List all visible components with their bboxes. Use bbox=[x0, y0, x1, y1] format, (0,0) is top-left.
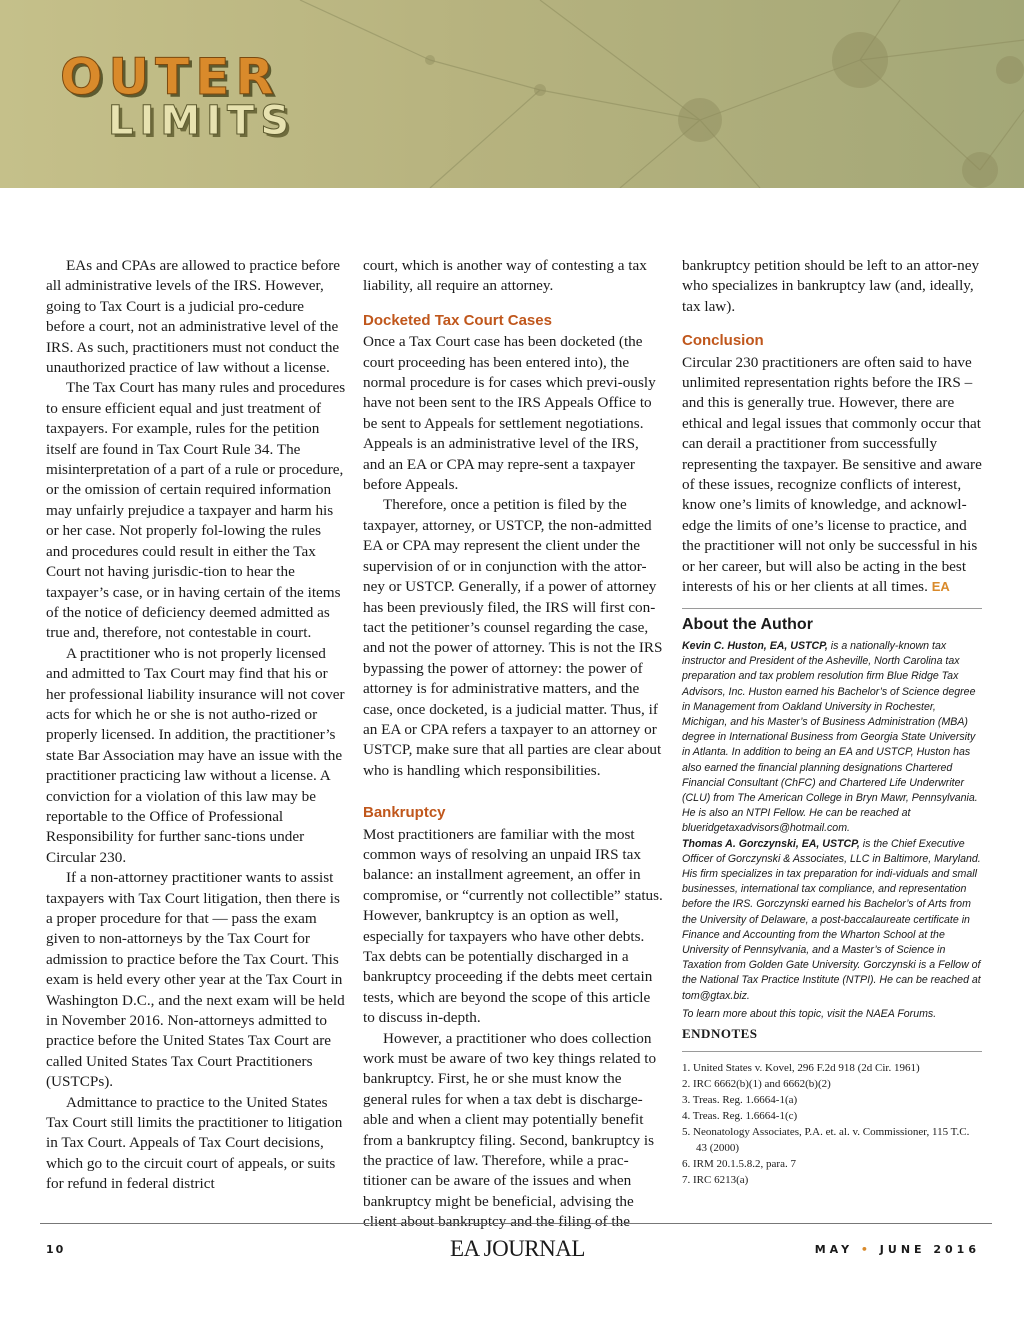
issue-date bbox=[815, 1243, 980, 1256]
endnotes-list bbox=[682, 1060, 982, 1188]
issue-date-text: JUNE 2016 bbox=[879, 1243, 980, 1256]
paragraph bbox=[682, 353, 982, 598]
separator-dot: • bbox=[860, 1243, 872, 1256]
column-2 bbox=[363, 256, 663, 1233]
author-bio-text: is a nationally-known tax instructor and President of the Asheville, North Carolina tax preparation and tax problem resolution firm Blue Ridge Tax Advisors, Inc. Huston earned his Bachelor’s of Science degree in Management from Oakland University in Rochester, Michigan, and his Master’s of Business Administration (MBA) degree in International Business from Georgia State University in Atlanta. In addition to being an EA and USTCP, Huston has also earned the financial planning designations Chartered Financial Consultant (ChFC) and Chartered Life Underwriter (CLU) from The American College in Bryn Mawr, Pennsylvania. He is also an NTPI Fellow. He can be reached at blueridgetaxadvisors@hotmail.com. bbox=[682, 639, 978, 835]
paragraph: However, a practitioner who does collection work must be aware of two key things related to bankruptcy. First, he or she must know the general rules for when a tax debt is discharge-able and when a client may potentially benefit from a bankruptcy filing. Second, bankruptcy is the practice of law. Therefore, while a prac-titioner can be aware of the issues and when bankruptcy might be beneficial, advising the client about bankruptcy and the filing of the bbox=[363, 1029, 657, 1231]
paragraph: bankruptcy petition should be left to an attor-ney who specializes in bankruptcy law (and, ideally, tax law). bbox=[682, 257, 980, 315]
logo-outer: OUTER bbox=[60, 48, 280, 106]
endnote-item: 1. United States v. Kovel, 296 F.2d 918 (2d Cir. 1961) bbox=[682, 1061, 920, 1074]
endnote-item: 5. Neonatology Associates, P.A. et. al. v. Commissioner, 115 T.C. 43 (2000) bbox=[682, 1125, 970, 1154]
header-banner bbox=[0, 0, 1024, 188]
paragraph: Admittance to practice to the United States Tax Court still limits the practitioner to litigation in Tax Court. Appeals of Tax Court decisions, which go to the circuit court of appeals, or suits for refund in federal district bbox=[46, 1093, 343, 1193]
page-number: 10 bbox=[46, 1243, 66, 1256]
author-bio bbox=[682, 639, 982, 837]
paragraph: A practitioner who is not properly licensed and admitted to Tax Court may find that his or her professional liability insurance will not cover acts for which he or she is not autho-rized or properly licensed. In addition, the practitioner’s state Bar Association may have an issue with the practitioner practicing law without a license. A conviction for a violation of this law may be reportable to the Office of Professional Responsibility for further sanc-tions under Circular 230. bbox=[46, 644, 345, 866]
paragraph: If a non-attorney practitioner wants to assist taxpayers with Tax Court litigation, then there is a proper procedure for that — pass the exam given to non-attorneys by the Tax Court for admission to practice before the Tax Court. This exam is held every other year at the Tax Court in Washington D.C., and the next exam will be held in November 2016. Non-attorneys admitted to practice before the United States Tax Court are called United States Tax Court Practitioners (USTCPs). bbox=[46, 869, 345, 1091]
endnote-item: 3. Treas. Reg. 1.6664-1(a) bbox=[682, 1093, 798, 1106]
endnote-item: 4. Treas. Reg. 1.6664-1(c) bbox=[682, 1109, 798, 1122]
divider bbox=[682, 1051, 982, 1052]
learn-more-note: To learn more about this topic, visit the NAEA Forums. bbox=[682, 1007, 937, 1020]
endnote-item: 7. IRC 6213(a) bbox=[682, 1173, 749, 1186]
journal-logo: EA JOURNAL bbox=[450, 1236, 585, 1261]
about-author-heading: About the Author bbox=[682, 615, 813, 633]
logo-limits: LIMITS bbox=[108, 98, 296, 144]
author-name: Thomas A. Gorczynski, EA, USTCP, bbox=[682, 837, 860, 850]
paragraph: EAs and CPAs are allowed to practice before all administrative levels of the IRS. However, going to Tax Court is a judicial pro-cedure before a court, not an administrative level of the IRS. As such, practitioners must not conduct the unauthorized practice of law without a license. bbox=[46, 257, 340, 377]
divider bbox=[682, 608, 982, 609]
endnote-item: 2. IRC 6662(b)(1) and 6662(b)(2) bbox=[682, 1077, 831, 1090]
endnote-item: 6. IRM 20.1.5.8.2, para. 7 bbox=[682, 1157, 796, 1170]
endnotes-heading: ENDNOTES bbox=[682, 1026, 758, 1042]
paragraph: Therefore, once a petition is filed by the taxpayer, attorney, or USTCP, the non-admitted EA or CPA may represent the client under the supervision of or in conjunction with the attor-ney or USTCP. Generally, if a power of attorney has been previously filed, the IRS will first con-tact the petitioner’s counsel regarding the case, and not the power of attorney. This is not the IRS bypassing the power of attorney: the power of attorney is for administrative matters, and the case, once docketed, is a judicial matter. Thus, if an EA or CPA refers a taxpayer to an attorney or USTCP, make sure that all parties are clear about who is handling which responsibilities. bbox=[363, 496, 663, 779]
paragraph: court, which is another way of contesting a tax liability, all require an attorney. bbox=[363, 257, 647, 295]
conclusion-text: Circular 230 practitioners are often said to have unlimited representation rights before the IRS – and this is generally true. However, there are ethical and legal issues that commonly occur that can derail a practitioner from successfully representing the taxpayer. Be sensitive and aware of these issues, recognize conflicts of interest, know one’s limits of knowledge, and acknowl-edge the limits of one’s license to practice, and the practitioner will not only be successful in his or her career, but will also be acting in the best interests of his or her clients at all times. bbox=[682, 353, 982, 596]
author-bio bbox=[682, 837, 982, 1004]
issue-month: MAY bbox=[814, 1243, 854, 1256]
section-heading-bankruptcy: Bankruptcy bbox=[363, 804, 446, 822]
author-bio-text: is the Chief Executive Officer of Gorczynski & Associates, LLC in Baltimore, Maryland. His firm specializes in tax preparation for indi-viduals and small businesses, international tax compliance, and representation before the IRS. Gorczynski earned his Bachelor’s of Arts from the University of Delaware, a post-baccalaureate certificate in Finance and Accounting from the Wharton School at the University of Pennsylvania, and a Master’s of Science in Taxation from Golden Gate University. Gorczynski is a Fellow of the National Tax Practice Institute (NTPI). He can be reached at tom@gtax.biz. bbox=[682, 837, 981, 1002]
section-heading-conclusion: Conclusion bbox=[682, 332, 764, 350]
author-name: Kevin C. Huston, EA, USTCP, bbox=[682, 639, 828, 652]
column-3 bbox=[682, 256, 982, 1188]
column-1 bbox=[46, 256, 346, 1195]
footer-divider bbox=[40, 1223, 992, 1224]
end-mark: EA bbox=[931, 579, 950, 595]
paragraph: Most practitioners are familiar with the most common ways of resolving an unpaid IRS tax balance: an installment agreement, an offer in compromise, or “currently not collectible” status. However, bankruptcy is an option as well, especially for taxpayers who have other debts. Tax debts can be potentially discharged in a bankruptcy proceeding if the debts meet certain tests, which are beyond the scope of this article to discuss in-depth. bbox=[363, 825, 663, 1027]
paragraph: The Tax Court has many rules and procedures to ensure efficient equal and just treatment of taxpayers. For example, rules for the petition itself are found in Tax Court Rule 34. The misinterpretation of a part of a rule or procedure, or the omission of certain required information may unfairly prejudice a taxpayer and harm his or her case. Not properly fol-lowing the rules and procedures could result in either the Tax Court not having jurisdic-tion to hear the taxpayer’s case, or in having certain of the items of the notice of deficiency deemed admitted as true and, therefore, not contestable in court. bbox=[46, 379, 346, 642]
paragraph: Once a Tax Court case has been docketed (the court proceeding has been entered into), the normal procedure is for cases which previ-ously have not been sent to the IRS Appeals Office to be sent to Appeals for settlement negotiations. Appeals is an administrative level of the IRS, and an EA or CPA may repre-sent a taxpayer before Appeals. bbox=[363, 333, 656, 494]
section-heading-docketed: Docketed Tax Court Cases bbox=[363, 311, 552, 329]
